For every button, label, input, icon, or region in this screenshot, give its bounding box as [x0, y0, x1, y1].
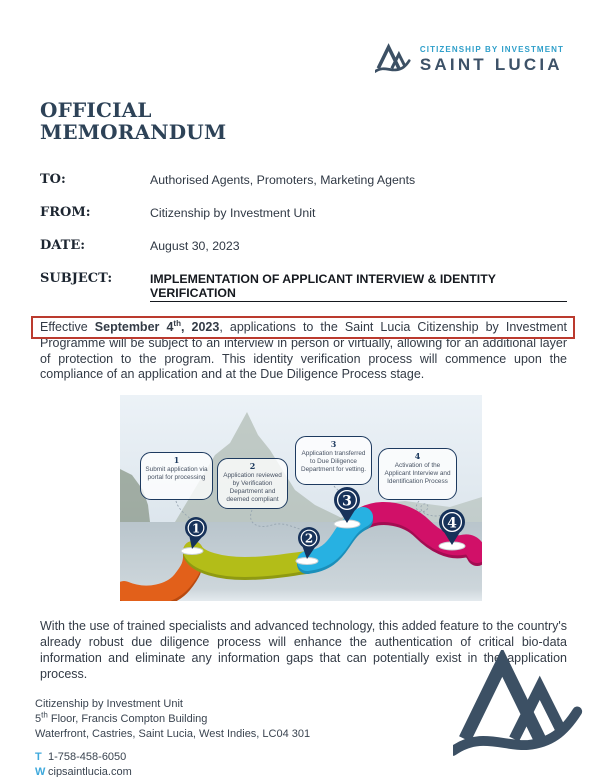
subject-label: SUBJECT:	[40, 271, 113, 286]
brand-tagline: CITIZENSHIP BY INVESTMENT	[419, 45, 564, 54]
body-paragraph-1: Effective September 4th, 2023, applications to the Saint Lucia Citizenship by Investment Programme will be subject to an interview in person or virtually, allowing for an additional layer of protection to the program. This identity verification process will commence upon the compliance of an application and at the Due Diligence Process stage.	[40, 320, 567, 383]
svg-text:3: 3	[342, 493, 352, 510]
step-box-2: 2 Application reviewed by Verification Department and deemed compliant	[217, 458, 288, 509]
footer-org: Citizenship by Investment Unit	[35, 698, 183, 711]
page-title: OFFICIAL MEMORANDUM	[40, 98, 227, 144]
footer-website: W cipsaintlucia.com	[35, 765, 567, 777]
footer-address-line3: Waterfront, Castries, Saint Lucia, West Indies, LC04 301	[35, 727, 311, 740]
meta-row-subject	[40, 271, 567, 302]
phone-label: T	[35, 751, 42, 764]
svg-text:4: 4	[447, 515, 457, 532]
meta-row-to	[40, 172, 567, 187]
meta-row-from	[40, 205, 567, 220]
step-box-3: 3 Application transferred to Due Diligence Department for vetting.	[295, 436, 372, 485]
brand-logo	[375, 42, 564, 78]
svg-text:1: 1	[191, 521, 201, 536]
meta-row-date	[40, 238, 567, 253]
brand-name: SAINT LUCIA	[419, 55, 563, 74]
from-value: Citizenship by Investment Unit	[150, 206, 316, 220]
web-label: W	[35, 765, 46, 777]
footer-address-line2: 5th Floor, Francis Compton Building	[35, 710, 208, 725]
subject-value: IMPLEMENTATION OF APPLICANT INTERVIEW & IDENTITY VERIFICATION	[150, 271, 567, 302]
from-label: FROM:	[40, 205, 91, 220]
step-box-1: 1 Submit application via portal for processing	[140, 452, 213, 500]
mountain-logo-watermark	[453, 650, 591, 768]
memo-meta	[40, 172, 567, 302]
date-value: August 30, 2023	[150, 239, 240, 253]
mountain-logo-icon	[375, 42, 413, 78]
process-diagram	[120, 395, 482, 601]
step-box-4: 4 Activation of the Applicant Interview and Identification Process	[378, 448, 457, 500]
date-label: DATE:	[40, 238, 86, 253]
to-value: Authorised Agents, Promoters, Marketing Agents	[150, 173, 416, 187]
body-paragraph-2: With the use of trained specialists and advanced technology, this added feature to the country's already robust due diligence process will enhance the authentication of critical bio-data information and eliminate any information gaps that can potentially exist in the application process.	[40, 619, 567, 681]
footer-phone: T 1-758-458-6050	[35, 751, 127, 764]
svg-text:2: 2	[304, 531, 314, 546]
to-label: TO:	[40, 172, 66, 187]
